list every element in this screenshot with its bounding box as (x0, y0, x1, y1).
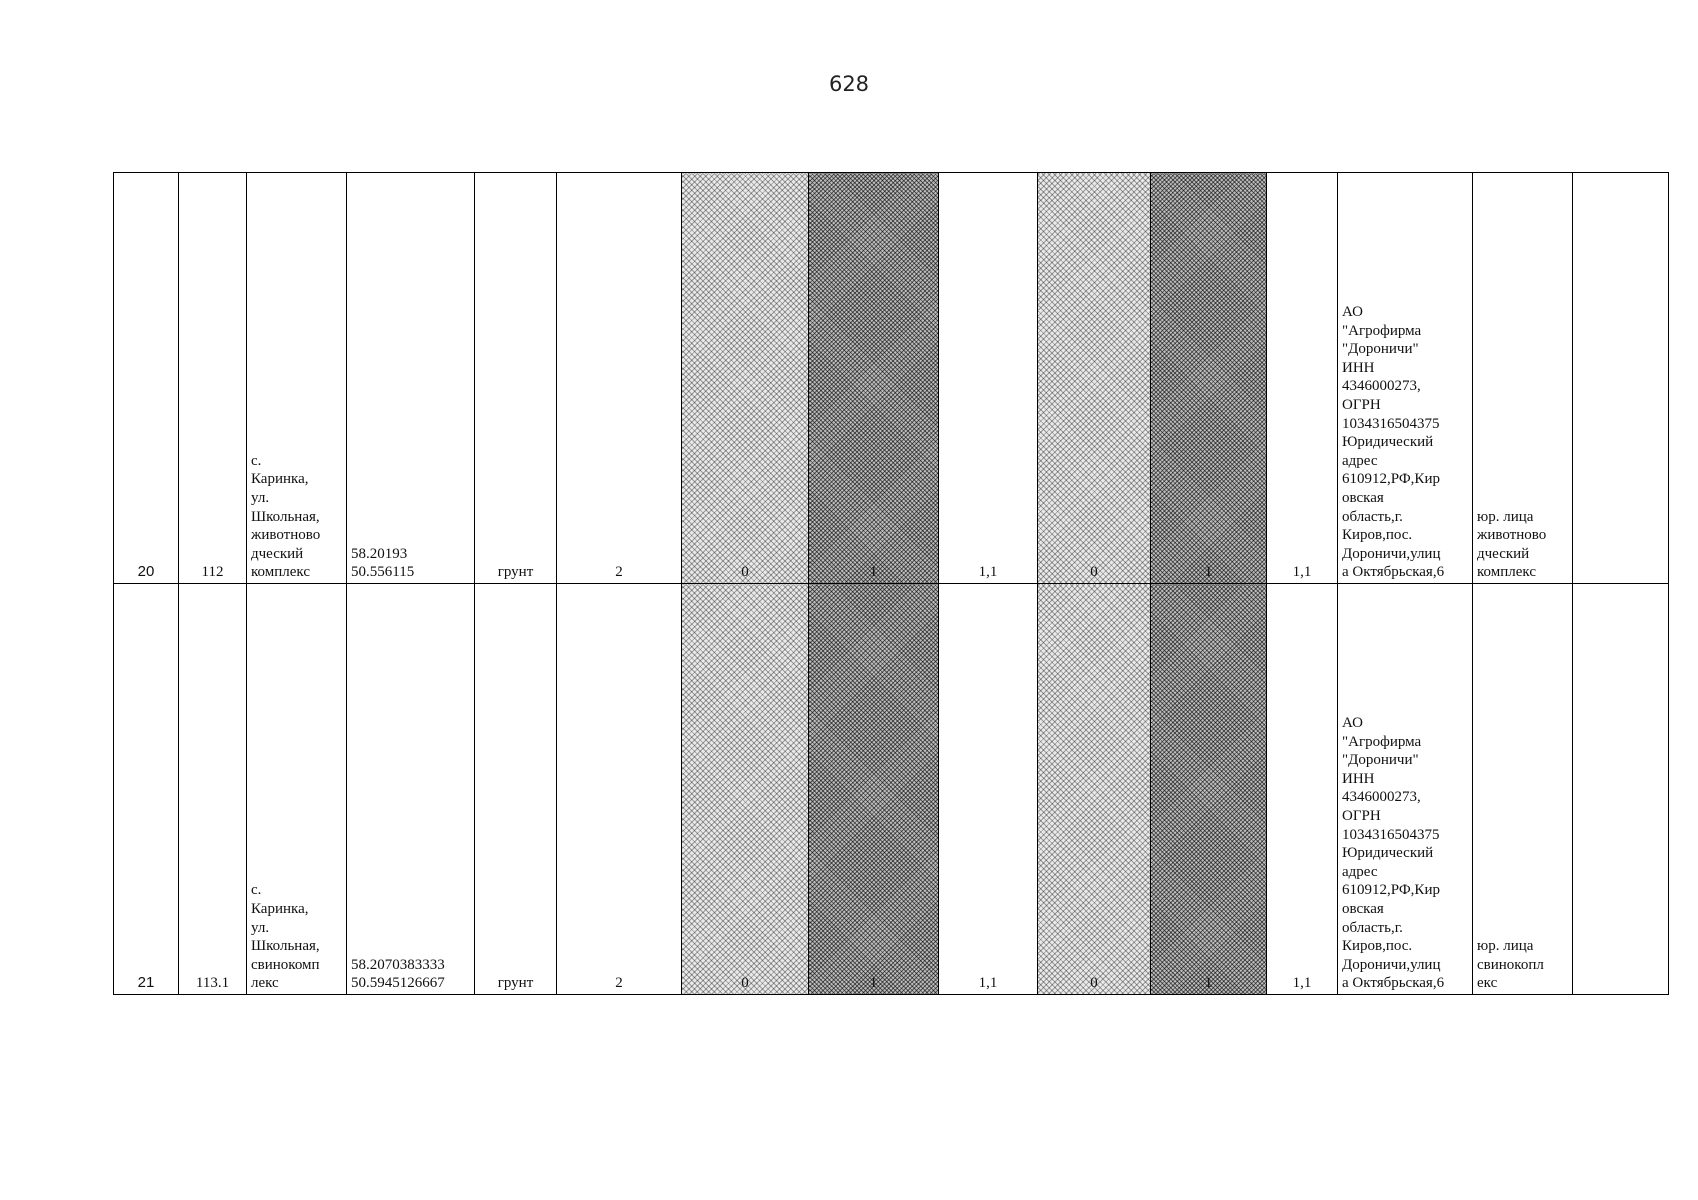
shaded-value-cell: 0 (1038, 173, 1151, 584)
volume-cell: 1,1 (1267, 584, 1338, 995)
shaded-value-cell: 1 (809, 173, 939, 584)
surface-type-cell: грунт (475, 584, 557, 995)
empty-cell (1573, 173, 1669, 584)
shaded-value-cell: 1 (1151, 173, 1267, 584)
page-number: 628 (828, 72, 870, 96)
coordinates-cell: 58.2070383333 50.5945126667 (347, 584, 475, 995)
owner-cell: АО "Агрофирма "Дороничи" ИНН 4346000273, ОГРН 1034316504375 Юридический адрес 610912,РФ,Кир овская область,г. Киров,пос. Дороничи,улиц а Октябрьская,6 (1338, 584, 1473, 995)
shaded-value-cell: 1 (1151, 584, 1267, 995)
site-id-cell: 112 (179, 173, 247, 584)
container-sites-table (113, 172, 1669, 995)
address-cell: с. Каринка, ул. Школьная, свинокомп лекс (247, 584, 347, 995)
waste-sources-cell: юр. лица свинокопл екс (1473, 584, 1573, 995)
volume-cell: 1,1 (1267, 173, 1338, 584)
owner-cell: АО "Агрофирма "Дороничи" ИНН 4346000273, ОГРН 1034316504375 Юридический адрес 610912,РФ,Кир овская область,г. Киров,пос. Дороничи,улиц а Октябрьская,6 (1338, 173, 1473, 584)
area-cell: 2 (557, 584, 682, 995)
shaded-value-cell: 0 (1038, 584, 1151, 995)
waste-sources-cell: юр. лица животново дческий комплекс (1473, 173, 1573, 584)
row-index-cell: 21 (114, 584, 179, 995)
empty-cell (1573, 584, 1669, 995)
shaded-value-cell: 0 (682, 173, 809, 584)
volume-cell: 1,1 (939, 584, 1038, 995)
site-id-cell: 113.1 (179, 584, 247, 995)
volume-cell: 1,1 (939, 173, 1038, 584)
address-cell: с. Каринка, ул. Школьная, животново дческий комплекс (247, 173, 347, 584)
coordinates-cell: 58.20193 50.556115 (347, 173, 475, 584)
row-index-cell: 20 (114, 173, 179, 584)
shaded-value-cell: 0 (682, 584, 809, 995)
surface-type-cell: грунт (475, 173, 557, 584)
table-row (114, 584, 1669, 995)
area-cell: 2 (557, 173, 682, 584)
shaded-value-cell: 1 (809, 584, 939, 995)
table-row (114, 173, 1669, 584)
